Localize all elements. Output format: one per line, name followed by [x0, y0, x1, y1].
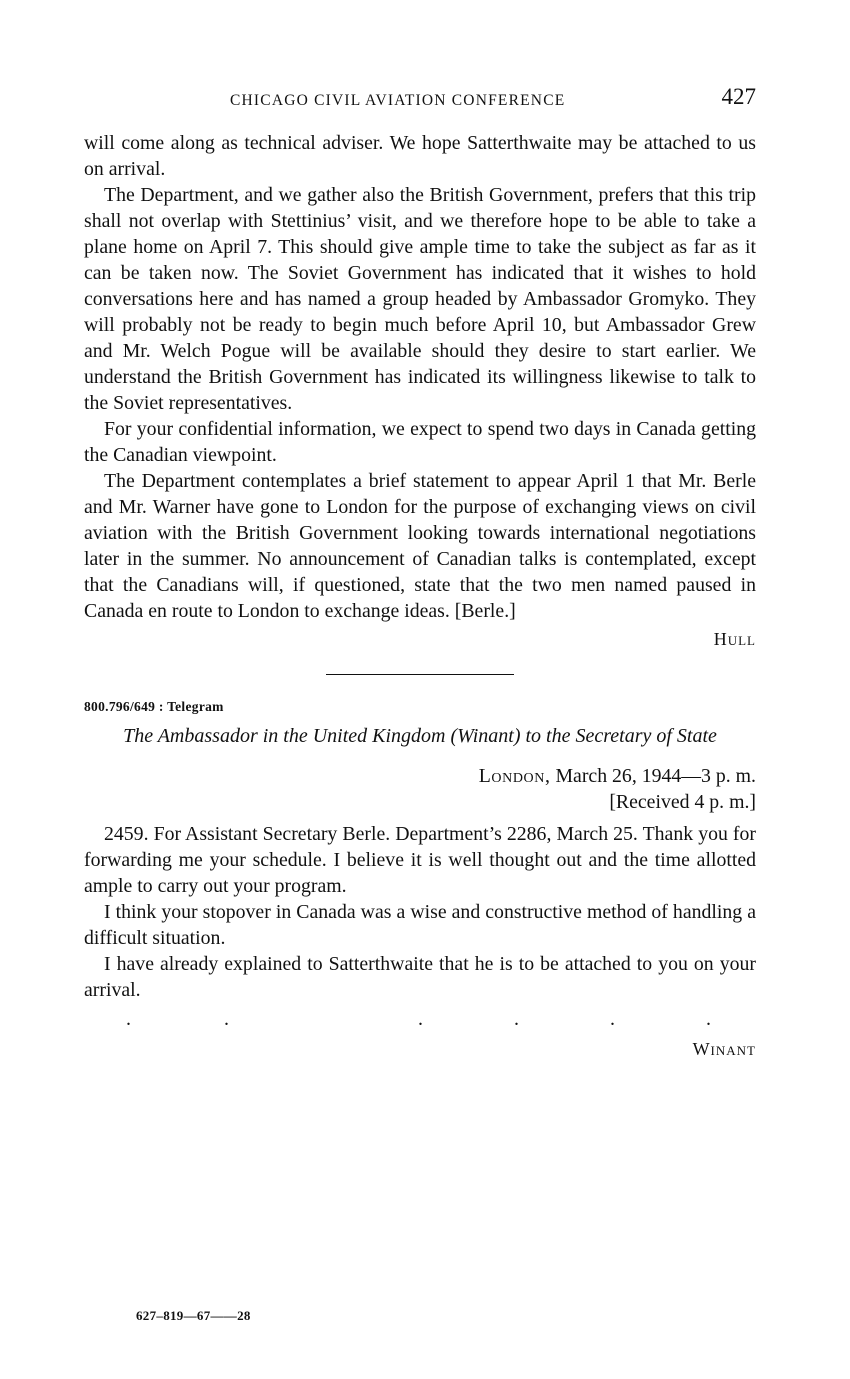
received-time: [Received 4 p. m.] [609, 791, 756, 813]
ellipsis-dot: . [706, 1008, 711, 1030]
dateline-date: March 26, 1944—3 p. m. [550, 765, 756, 787]
document-title: The Ambassador in the United Kingdom (Winant) to the Secretary of State [123, 725, 717, 747]
ellipsis-dot: . [224, 1008, 229, 1030]
signature-winant: Winant [692, 1039, 756, 1059]
document-page [84, 84, 756, 1060]
ellipsis-dot: . [126, 1008, 131, 1030]
running-title: CHICAGO CIVIL AVIATION CONFERENCE [230, 92, 566, 109]
ellipsis-dot: . [610, 1008, 615, 1030]
signature-hull: Hull [713, 629, 756, 649]
section-divider [326, 674, 514, 675]
paragraph-department-trip: The Department, and we gather also the British Government, prefers that this trip shall not overlap with Stettinius’ visit, and we therefore hope to be able to take a plane home on April 7. This should give ample time to take the subject as far as it can be taken now. The Soviet Government has indicated that it wishes to hold conversations here and has named a group headed by Ambassador Gromyko. They will probably not be ready to begin much before April 10, but Ambassador Grew and Mr. Welch Pogue will be available should they desire to start earlier. We understand the British Government has indicated its willingness likewise to talk to the Soviet representatives. [84, 184, 756, 414]
dateline [84, 763, 756, 789]
omission-ellipsis [84, 1003, 756, 1039]
paragraph-stopover: I think your stopover in Canada was a wise and constructive method of handling a difficult situation. [84, 901, 756, 949]
paragraph-continuation: will come along as technical adviser. We hope Satterthwaite may be attached to us on arrival. [84, 132, 756, 180]
paragraph-telegram-body: 2459. For Assistant Secretary Berle. Department’s 2286, March 25. Thank you for forwarding me your schedule. I believe it is well thought out and the time allotted ample to carry out your program. [84, 823, 756, 897]
page-number: 427 [721, 84, 756, 109]
paragraph-confidential: For your confidential information, we expect to spend two days in Canada getting the Canadian viewpoint. [84, 418, 756, 466]
paragraph-statement: The Department contemplates a brief statement to appear April 1 that Mr. Berle and Mr. Warner have gone to London for the purpose of exchanging views on civil aviation with the British Government looking towards international negotiations later in the summer. No announcement of Canadian talks is contemplated, except that the Canadians will, if questioned, state that the two men named paused in Canada en route to London to exchange ideas. [Berle.] [84, 470, 756, 622]
printer-code: 627–819—67——28 [136, 1308, 251, 1323]
ellipsis-dot: . [514, 1008, 519, 1030]
ellipsis-dot: . [418, 1008, 423, 1030]
dateline-place: London, [478, 765, 551, 787]
running-head [84, 84, 756, 114]
file-reference: 800.796/649 : Telegram [84, 699, 224, 714]
paragraph-satterthwaite: I have already explained to Satterthwaite that he is to be attached to you on your arrival. [84, 953, 756, 1001]
